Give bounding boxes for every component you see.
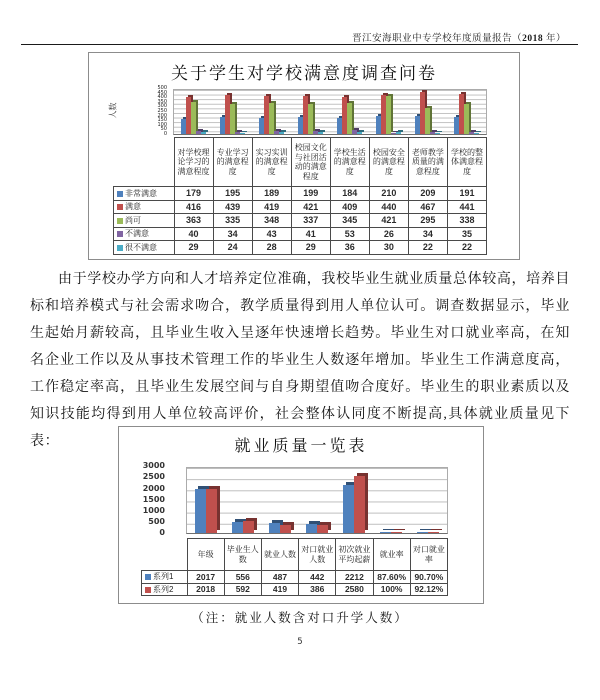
value-cell: 184 — [330, 187, 369, 201]
value-cell: 295 — [408, 214, 447, 228]
bar-group — [187, 468, 224, 533]
value-cell: 467 — [408, 200, 447, 214]
header-year: 2018 — [522, 34, 544, 44]
value-cell: 335 — [213, 214, 252, 228]
value-cell: 24 — [213, 241, 252, 255]
category-header-cell: 对口就业人数 — [299, 539, 336, 571]
value-cell: 87.60% — [373, 571, 410, 584]
value-cell: 210 — [369, 187, 408, 201]
y-axis-tick: 0 — [159, 528, 165, 538]
value-cell: 209 — [408, 187, 447, 201]
y-axis-tick: 2000 — [142, 483, 165, 493]
category-header-cell: 学校生活的满意程度 — [330, 138, 369, 187]
value-cell: 592 — [224, 583, 261, 596]
bar-group — [213, 90, 252, 134]
bar — [318, 132, 323, 134]
bar-group — [330, 90, 369, 134]
bar-group — [336, 468, 373, 533]
category-header-cell: 年级 — [187, 539, 224, 571]
y-axis-tick: 200 — [157, 112, 167, 119]
category-header-cell: 校园安全的满意程度 — [369, 138, 408, 187]
bar-group — [174, 90, 213, 134]
bar — [396, 132, 401, 134]
value-cell: 34 — [408, 227, 447, 241]
value-cell: 345 — [330, 214, 369, 228]
bar — [428, 532, 439, 534]
bar — [354, 476, 365, 533]
y-axis-tick: 1500 — [142, 494, 165, 504]
plot-area — [186, 467, 448, 534]
legend-swatch — [117, 191, 123, 197]
bar-group — [408, 90, 447, 134]
employment-quality-chart — [118, 426, 484, 604]
value-cell: 421 — [369, 214, 408, 228]
legend-cell — [114, 227, 175, 241]
bar — [230, 104, 235, 134]
table-note: （注：就业人数含对口升学人数） — [191, 611, 409, 625]
bar — [417, 532, 428, 534]
bar — [206, 489, 217, 533]
bar — [357, 132, 362, 134]
bar-group — [369, 90, 408, 134]
value-cell: 556 — [224, 571, 261, 584]
value-cell: 35 — [447, 227, 486, 241]
value-cell: 189 — [252, 187, 291, 201]
y-axis-tick: 400 — [157, 94, 167, 101]
value-cell: 34 — [213, 227, 252, 241]
table-row — [114, 187, 487, 201]
bar — [195, 489, 206, 533]
value-cell: 53 — [330, 227, 369, 241]
category-header-cell: 毕业生人数 — [224, 539, 261, 571]
bar — [380, 532, 391, 534]
legend-label: 系列1 — [153, 572, 174, 582]
body-paragraph: 由于学校办学方向和人才培养定位准确，我校毕业生就业质量总体较高，培养目标和培养模式与社会需求吻合，教学质量得到用人单位认可。调查数据显示，毕业生起始月薪较高，且毕业生收入呈逐年快速增长趋势。毕业生对口就业率高，在知名企业工作以及从事技术管理工作的毕业生人数逐年增加。毕业生工作满意度高，工作稳定率高，且毕业生发展空间与自身期望值吻合度好。毕业生的职业素质以及知识技能均得到用人单位较高评价，社会整体认同度不断提高,具体就业质量见下表： — [30, 272, 570, 449]
value-cell: 92.12% — [410, 583, 447, 596]
category-header-cell: 就业人数 — [261, 539, 298, 571]
category-header-cell: 初次就业平均起薪 — [336, 539, 373, 571]
page-number: 5 — [297, 637, 303, 647]
value-cell: 22 — [408, 241, 447, 255]
legend-label: 不满意 — [125, 229, 149, 239]
value-cell: 337 — [291, 214, 330, 228]
bar — [191, 102, 196, 134]
bar — [425, 108, 430, 134]
y-axis-tick: 150 — [157, 117, 167, 124]
bar-group — [261, 468, 298, 533]
value-cell: 2018 — [187, 583, 224, 596]
legend-swatch — [117, 204, 123, 210]
y-axis-tick: 450 — [157, 89, 167, 96]
value-cell: 338 — [447, 214, 486, 228]
bar — [343, 485, 354, 533]
value-cell: 419 — [252, 200, 291, 214]
bar — [240, 133, 245, 135]
header-text: 晋江安海职业中专学校年度质量报告（ — [352, 34, 523, 44]
bar-group — [291, 90, 330, 134]
chart-title: 关于学生对学校满意度调查问卷 — [171, 64, 437, 83]
value-cell: 29 — [291, 241, 330, 255]
legend-swatch — [145, 587, 151, 593]
bar-group — [373, 468, 410, 533]
value-cell: 2017 — [187, 571, 224, 584]
value-cell: 441 — [447, 200, 486, 214]
bar — [232, 522, 243, 533]
bar-group — [447, 90, 486, 134]
bar — [306, 524, 317, 533]
category-header-cell: 学校的整体满意程度 — [447, 138, 486, 187]
value-cell: 191 — [447, 187, 486, 201]
value-cell: 30 — [369, 241, 408, 255]
value-cell: 386 — [299, 583, 336, 596]
bar — [317, 525, 328, 533]
category-header-cell: 校园文化与社团活动的满意程度 — [291, 138, 330, 187]
y-axis-tick: 350 — [157, 98, 167, 105]
category-header-cell: 就业率 — [373, 539, 410, 571]
table-row — [114, 200, 487, 214]
bar — [243, 521, 254, 533]
value-cell: 442 — [299, 571, 336, 584]
bar — [279, 132, 284, 134]
table-corner-cell — [142, 539, 188, 571]
value-cell: 43 — [252, 227, 291, 241]
table-row — [142, 571, 448, 584]
value-cell: 28 — [252, 241, 291, 255]
bar-group — [298, 468, 335, 533]
table-row — [114, 227, 487, 241]
value-cell: 363 — [174, 214, 213, 228]
y-axis-tick: 1000 — [142, 505, 165, 515]
y-axis-tick: 500 — [148, 517, 165, 527]
bar — [391, 532, 402, 534]
satisfaction-survey-chart — [88, 52, 520, 260]
bar — [435, 133, 440, 135]
table-row — [114, 241, 487, 255]
category-header-cell: 对口就业率 — [410, 539, 447, 571]
legend-label: 尚可 — [125, 215, 141, 225]
value-cell: 348 — [252, 214, 291, 228]
bar-group — [410, 468, 447, 533]
bar — [269, 523, 280, 533]
value-cell: 419 — [261, 583, 298, 596]
legend-cell — [114, 241, 175, 255]
header-rule — [21, 44, 578, 45]
header-text-suffix: 年） — [543, 34, 566, 44]
value-cell: 36 — [330, 241, 369, 255]
chart-data-table — [113, 137, 487, 255]
y-axis-tick: 0 — [163, 131, 167, 137]
bar — [280, 525, 291, 533]
legend-cell — [114, 200, 175, 214]
value-cell: 26 — [369, 227, 408, 241]
category-header-cell: 专业学习的满意程度 — [213, 138, 252, 187]
legend-swatch — [117, 231, 123, 237]
value-cell: 199 — [291, 187, 330, 201]
value-cell: 195 — [213, 187, 252, 201]
category-header-cell: 老师教学质量的满意程度 — [408, 138, 447, 187]
value-cell: 2580 — [336, 583, 373, 596]
value-cell: 22 — [447, 241, 486, 255]
value-cell: 416 — [174, 200, 213, 214]
y-axis-tick: 250 — [157, 108, 167, 114]
y-axis-tick: 100 — [157, 121, 167, 128]
legend-label: 很不满意 — [125, 242, 157, 252]
page-header — [352, 30, 566, 44]
legend-label: 满意 — [125, 202, 141, 212]
plot-area — [173, 89, 487, 135]
y-axis-label: 人数 — [108, 102, 118, 119]
bar — [308, 104, 313, 134]
value-cell: 409 — [330, 200, 369, 214]
value-cell: 421 — [291, 200, 330, 214]
category-header-cell: 对学校理论学习的满意程度 — [174, 138, 213, 187]
y-axis-tick: 2500 — [142, 472, 165, 482]
value-cell: 440 — [369, 200, 408, 214]
y-axis-tick: 300 — [157, 103, 167, 110]
bar-group — [224, 468, 261, 533]
bar — [386, 96, 391, 134]
value-cell: 2212 — [336, 571, 373, 584]
legend-swatch — [145, 574, 151, 580]
y-axis-ticks — [133, 461, 167, 538]
value-cell: 29 — [174, 241, 213, 255]
bar — [464, 104, 469, 134]
table-row — [142, 583, 448, 596]
bar — [269, 103, 274, 134]
legend-cell — [114, 187, 175, 201]
value-cell: 439 — [213, 200, 252, 214]
table-row — [114, 214, 487, 228]
chart-data-table — [141, 538, 448, 596]
bar-group — [252, 90, 291, 134]
legend-label: 系列2 — [153, 584, 174, 594]
legend-cell — [114, 214, 175, 228]
value-cell: 90.70% — [410, 571, 447, 584]
legend-swatch — [117, 218, 123, 224]
bar — [474, 133, 479, 135]
value-cell: 41 — [291, 227, 330, 241]
legend-cell — [142, 583, 188, 596]
chart-title: 就业质量一览表 — [234, 438, 368, 455]
value-cell: 179 — [174, 187, 213, 201]
table-corner-cell — [114, 138, 175, 187]
y-axis-tick: 50 — [160, 126, 167, 133]
value-cell: 487 — [261, 571, 298, 584]
value-cell: 40 — [174, 227, 213, 241]
legend-swatch — [117, 245, 123, 251]
y-axis-ticks — [143, 85, 169, 137]
legend-cell — [142, 571, 188, 584]
category-header-cell: 实习实训的满意程度 — [252, 138, 291, 187]
y-axis-tick: 3000 — [142, 461, 165, 471]
value-cell: 100% — [373, 583, 410, 596]
bar — [201, 132, 206, 134]
legend-label: 非常满意 — [125, 188, 157, 198]
y-axis-tick: 500 — [157, 85, 167, 91]
